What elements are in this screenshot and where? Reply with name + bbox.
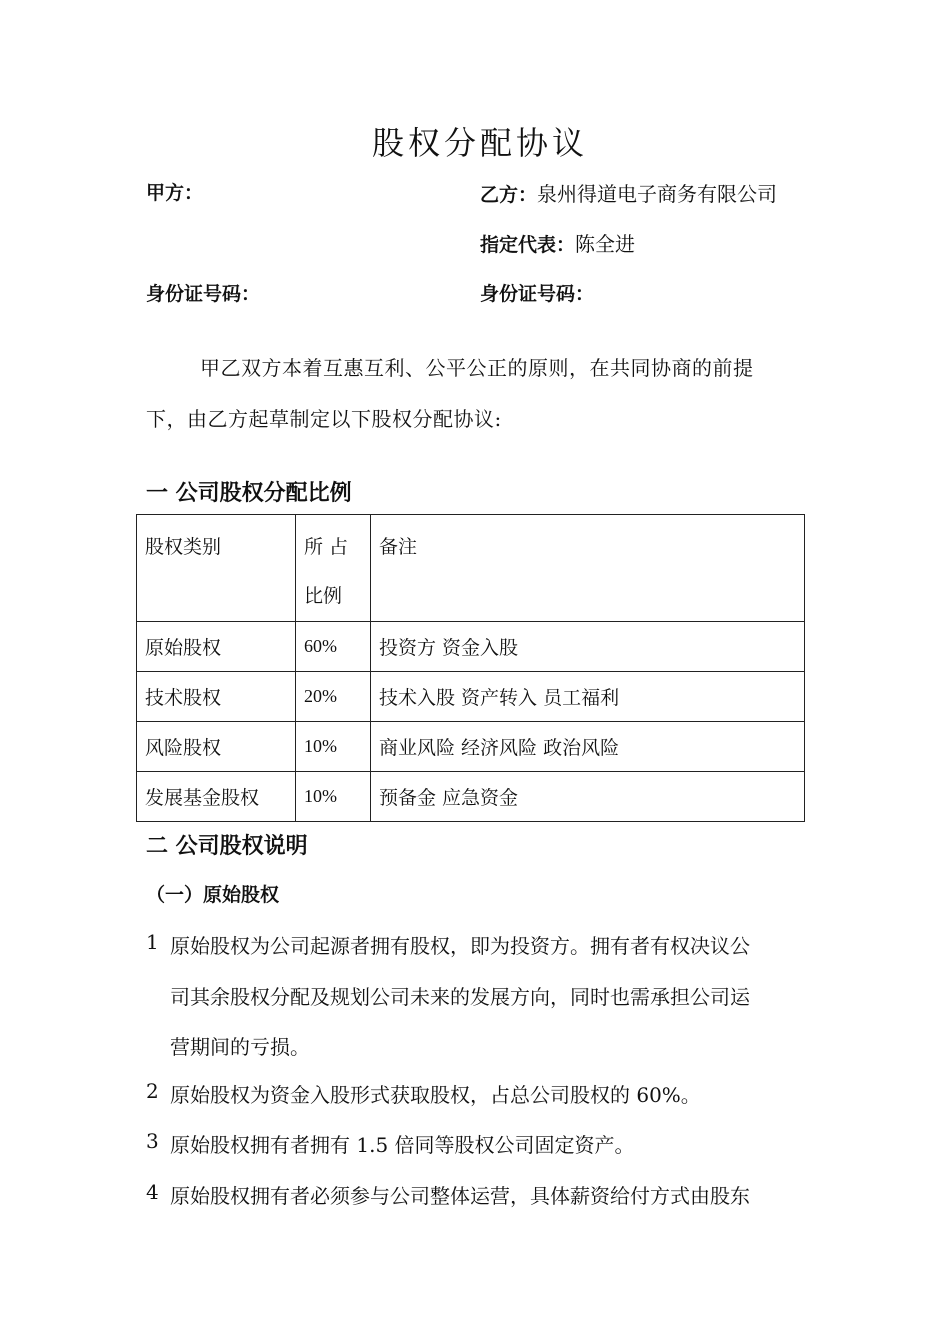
- party-b-id-label: 身份证号码：: [480, 283, 595, 305]
- cell-remarks: 投资方 资金入股: [371, 622, 805, 672]
- party-b-line: [480, 178, 777, 207]
- table-row: [137, 622, 805, 672]
- subsection-1-heading: （一）原始股权: [146, 884, 280, 906]
- list-item-number: 2: [146, 1079, 159, 1103]
- list-item-line: 原始股权拥有者必须参与公司整体运营，具体薪资给付方式由股东: [170, 1184, 750, 1208]
- representative-line: [480, 228, 635, 257]
- table-header-row: [137, 515, 805, 622]
- cell-category: 风险股权: [137, 722, 296, 772]
- list-item-line: 司其余股权分配及规划公司未来的发展方向，同时也需承担公司运: [170, 985, 750, 1009]
- representative-label: 指定代表：: [480, 234, 576, 256]
- cell-ratio: 10%: [296, 772, 371, 822]
- cell-remarks: 技术入股 资产转入 员工福利: [371, 672, 805, 722]
- list-item-number: 1: [146, 930, 159, 954]
- table-row: [137, 772, 805, 822]
- section-1-heading: 一 公司股权分配比例: [146, 481, 352, 506]
- list-item-number: 4: [146, 1180, 159, 1204]
- header-ratio: 所 占 比例: [296, 515, 371, 622]
- document-title: 股权分配协议: [372, 124, 589, 162]
- cell-ratio: 60%: [296, 622, 371, 672]
- cell-category: 发展基金股权: [137, 772, 296, 822]
- header-remarks: 备注: [371, 515, 805, 622]
- party-a-label: 甲方：: [146, 182, 204, 204]
- cell-remarks: 预备金 应急资金: [371, 772, 805, 822]
- list-item-line: 营期间的亏损。: [170, 1035, 310, 1059]
- equity-allocation-table: [136, 514, 805, 822]
- cell-category: 原始股权: [137, 622, 296, 672]
- header-category: 股权类别: [137, 515, 296, 622]
- list-item-line: 原始股权为资金入股形式获取股权，占总公司股权的 60%。: [170, 1083, 701, 1107]
- intro-paragraph-line-1: 甲乙双方本着互惠互利、公平公正的原则，在共同协商的前提: [200, 356, 754, 380]
- cell-remarks: 商业风险 经济风险 政治风险: [371, 722, 805, 772]
- cell-category: 技术股权: [137, 672, 296, 722]
- table-row: [137, 722, 805, 772]
- cell-ratio: 20%: [296, 672, 371, 722]
- list-item-number: 3: [146, 1129, 159, 1153]
- intro-paragraph-line-2: 下，由乙方起草制定以下股权分配协议:: [146, 407, 502, 431]
- table-row: [137, 672, 805, 722]
- section-2-heading: 二 公司股权说明: [146, 834, 308, 859]
- party-a-id-label: 身份证号码：: [146, 283, 261, 305]
- representative-value: 陈全进: [575, 232, 636, 256]
- list-item-line: 原始股权为公司起源者拥有股权，即为投资方。拥有者有权决议公: [170, 934, 750, 958]
- party-b-value: 泉州得道电子商务有限公司: [537, 182, 778, 206]
- party-b-label: 乙方：: [480, 184, 538, 206]
- list-item-line: 原始股权拥有者拥有 1.5 倍同等股权公司固定资产。: [170, 1133, 635, 1157]
- cell-ratio: 10%: [296, 722, 371, 772]
